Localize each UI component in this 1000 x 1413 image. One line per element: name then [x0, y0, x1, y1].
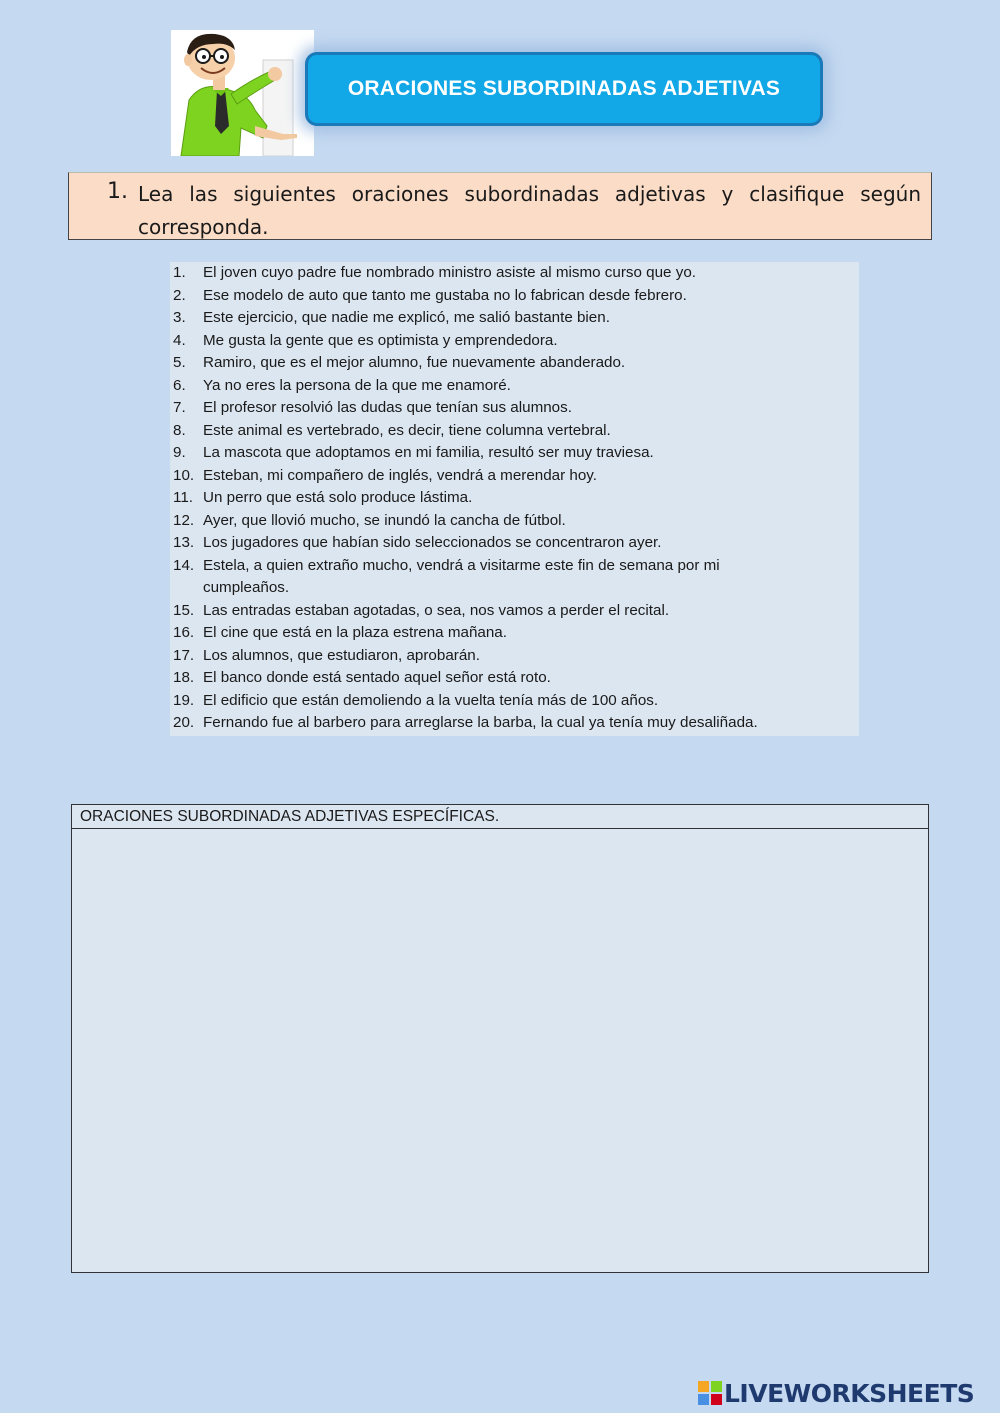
sentence-item	[170, 667, 859, 690]
sentence-item	[170, 712, 859, 735]
sentence-item	[170, 645, 859, 668]
sentence-text: El cine que está en la plaza estrena mañana.	[203, 624, 507, 641]
footer-logo	[698, 1378, 974, 1408]
teacher-cartoon-icon	[171, 30, 314, 156]
sentence-item	[170, 375, 859, 398]
sentence-number: 1.	[173, 264, 186, 281]
sentence-text: Estela, a quien extraño mucho, vendrá a visitarme este fin de semana por mi cumpleaños.	[203, 556, 720, 596]
sentence-item	[170, 330, 859, 353]
sentence-number: 2.	[173, 286, 186, 304]
sentence-number: 18.	[173, 669, 195, 686]
sentence-number: 17.	[173, 646, 195, 664]
sentence-text: Fernando fue al barbero para arreglarse la barba, la cual ya tenía muy desaliñada.	[203, 714, 758, 731]
sentence-item	[170, 690, 859, 713]
sentence-text: Este ejercicio, que nadie me explicó, me salió bastante bien.	[203, 309, 610, 326]
sentence-item	[170, 465, 859, 488]
sentence-text: Las entradas estaban agotadas, o sea, nos vamos a perder el recital.	[203, 601, 670, 619]
sentence-number: 4.	[173, 331, 186, 349]
sentence-number: 19.	[173, 691, 195, 709]
sentence-number: 10.	[173, 466, 195, 484]
sentence-number: 3.	[173, 309, 186, 326]
sentence-number: 12.	[173, 511, 195, 529]
instruction-box	[68, 172, 932, 240]
sentence-text: Ramiro, que es el mejor alumno, fue nuevamente abanderado.	[203, 354, 626, 371]
sentence-item	[170, 442, 859, 465]
sentence-item	[170, 555, 859, 600]
sentence-item	[170, 285, 859, 308]
sentence-text: Ayer, que llovió mucho, se inundó la cancha de fútbol.	[203, 511, 566, 529]
sentence-text: Ya no eres la persona de la que me enamoré.	[203, 376, 511, 394]
sentence-item	[170, 420, 859, 443]
sentence-text: El profesor resolvió las dudas que tenían sus alumnos.	[203, 399, 572, 416]
sentence-item	[170, 397, 859, 420]
sentence-text: El banco donde está sentado aquel señor está roto.	[203, 669, 551, 686]
sentence-text: Un perro que está solo produce lástima.	[203, 489, 473, 506]
sentence-number: 20.	[173, 714, 195, 731]
sentence-panel	[170, 262, 859, 736]
sentence-number: 5.	[173, 354, 186, 371]
answer-table-header: ORACIONES SUBORDINADAS ADJETIVAS ESPECÍFICAS.	[72, 805, 928, 829]
sentence-text: La mascota que adoptamos en mi familia, resultó ser muy traviesa.	[203, 444, 654, 461]
sentence-item	[170, 510, 859, 533]
sentence-number: 14.	[173, 556, 195, 574]
page-title: ORACIONES SUBORDINADAS ADJETIVAS	[305, 52, 823, 126]
sentence-list	[170, 262, 859, 735]
instruction-text: Lea las siguientes oraciones subordinadas adjetivas y clasifique según corresponda.	[138, 182, 921, 239]
sentence-number: 6.	[173, 376, 186, 394]
instruction-number: 1.	[107, 179, 128, 204]
sentence-number: 16.	[173, 624, 195, 641]
teacher-illustration	[171, 30, 314, 156]
sentence-text: Los alumnos, que estudiaron, aprobarán.	[203, 646, 480, 664]
sentence-text: El joven cuyo padre fue nombrado ministro asiste al mismo curso que yo.	[203, 264, 696, 281]
sentence-number: 15.	[173, 601, 195, 619]
sentence-number: 7.	[173, 399, 186, 416]
sentence-item	[170, 487, 859, 510]
sentence-text: Me gusta la gente que es optimista y emprendedora.	[203, 331, 558, 349]
sentence-text: Esteban, mi compañero de inglés, vendrá a merendar hoy.	[203, 466, 597, 484]
sentence-number: 13.	[173, 534, 195, 551]
sentence-text: El edificio que están demoliendo a la vuelta tenía más de 100 años.	[203, 691, 659, 709]
sentence-item	[170, 600, 859, 623]
sentence-item	[170, 622, 859, 645]
sentence-item	[170, 352, 859, 375]
answer-drop-area[interactable]	[72, 829, 928, 1272]
sentence-number: 9.	[173, 444, 186, 461]
sentence-text: Los jugadores que habían sido seleccionados se concentraron ayer.	[203, 534, 662, 551]
liveworksheets-logo-icon	[698, 1381, 722, 1405]
footer-brand: LIVEWORKSHEETS	[724, 1378, 975, 1408]
sentence-item	[170, 307, 859, 330]
sentence-text: Este animal es vertebrado, es decir, tiene columna vertebral.	[203, 421, 611, 439]
answer-table	[71, 804, 929, 1273]
sentence-number: 8.	[173, 421, 186, 439]
sentence-text: Ese modelo de auto que tanto me gustaba no lo fabrican desde febrero.	[203, 286, 687, 304]
sentence-item	[170, 532, 859, 555]
sentence-number: 11.	[173, 489, 193, 506]
sentence-item	[170, 262, 859, 285]
